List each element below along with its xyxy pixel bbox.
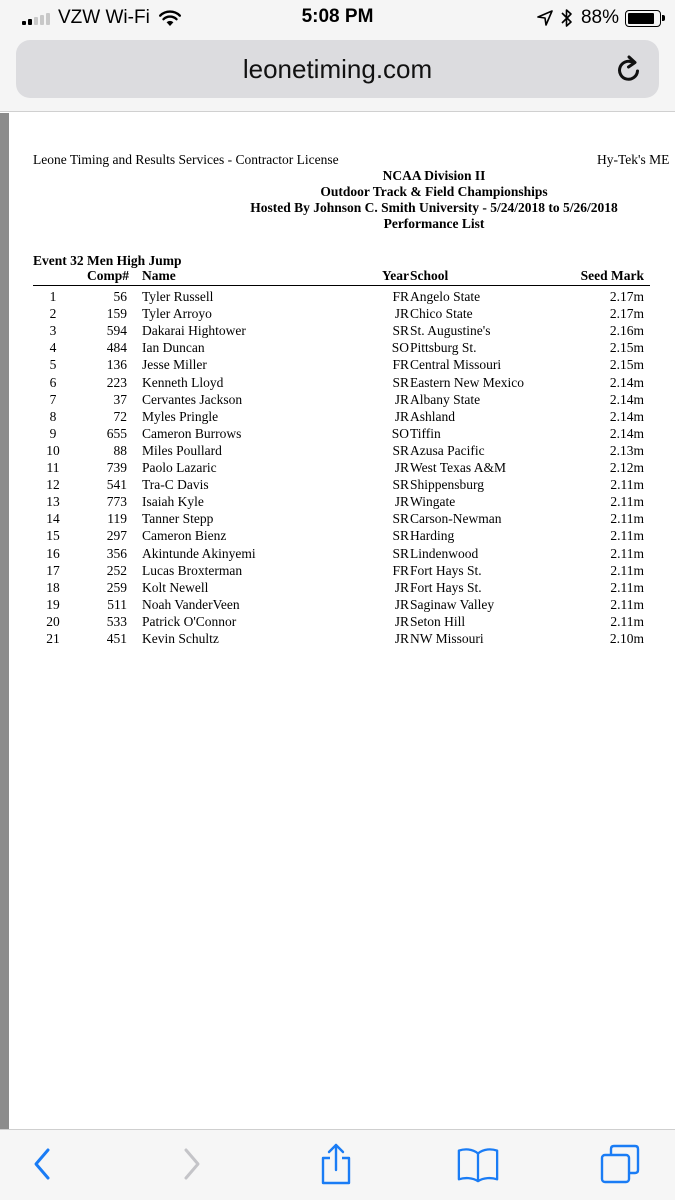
table-row [9, 322, 675, 339]
browser-toolbar [0, 1129, 675, 1200]
table-row [9, 579, 675, 596]
row-school: NW Missouri [410, 631, 484, 646]
forward-button[interactable] [170, 1142, 214, 1186]
row-comp-number: 739 [106, 460, 127, 475]
row-year: JR [394, 408, 409, 424]
row-athlete-name: Cervantes Jackson [142, 391, 243, 407]
row-school: Fort Hays St. [410, 579, 482, 595]
row-place: 8 [49, 408, 57, 424]
row-place: 13 [46, 494, 60, 510]
table-row [9, 596, 675, 613]
row-seed-mark: 2.11m [610, 596, 644, 612]
table-row [9, 562, 675, 579]
row-place: 21 [46, 631, 60, 646]
table-row [9, 510, 675, 527]
row-athlete-name: Tyler Russell [142, 289, 214, 304]
row-year: SO [391, 425, 409, 441]
location-arrow-icon [537, 10, 553, 26]
row-year: SO [391, 340, 409, 356]
row-school: Wingate [410, 494, 456, 510]
performance-list-title: Performance List [383, 216, 485, 231]
row-place: 15 [46, 528, 60, 544]
row-year: JR [394, 631, 409, 646]
row-athlete-name: Dakarai Hightower [142, 323, 246, 339]
row-place: 7 [49, 391, 57, 407]
bookmarks-icon[interactable] [456, 1145, 500, 1183]
row-seed-mark: 2.15m [609, 340, 644, 356]
column-header-seed-mark: Seed Mark [580, 268, 644, 283]
row-athlete-name: Akintunde Akinyemi [142, 545, 256, 561]
column-header-comp: Comp# [87, 268, 130, 283]
address-bar-area [0, 36, 675, 112]
row-year: SR [392, 323, 409, 339]
row-place: 4 [49, 340, 57, 356]
tabs-button[interactable] [598, 1142, 642, 1186]
table-row [9, 288, 675, 305]
meet-host-dates: Hosted By Johnson C. Smith University - 5/24/2018 to 5/26/2018 [250, 200, 618, 215]
row-year: SR [392, 477, 409, 493]
row-seed-mark: 2.11m [610, 613, 644, 629]
row-seed-mark: 2.17m [609, 289, 644, 304]
table-row [9, 527, 675, 544]
row-year: SR [392, 545, 409, 561]
row-place: 20 [46, 613, 60, 629]
page-left-edge [0, 113, 9, 1129]
row-seed-mark: 2.12m [609, 460, 644, 475]
tabs-icon[interactable] [599, 1143, 641, 1185]
row-comp-number: 136 [106, 357, 127, 373]
row-school: Central Missouri [410, 357, 502, 373]
row-place: 5 [49, 357, 57, 373]
row-athlete-name: Lucas Broxterman [142, 562, 243, 578]
row-school: Albany State [410, 391, 481, 407]
row-comp-number: 159 [106, 306, 127, 322]
row-comp-number: 533 [106, 613, 127, 629]
row-school: West Texas A&M [410, 460, 506, 475]
row-comp-number: 72 [113, 408, 127, 424]
share-button[interactable] [314, 1142, 358, 1186]
back-icon[interactable] [31, 1147, 53, 1181]
row-comp-number: 451 [106, 631, 127, 646]
row-place: 16 [46, 545, 60, 561]
row-school: Carson-Newman [410, 511, 502, 527]
row-comp-number: 297 [106, 528, 127, 544]
row-seed-mark: 2.11m [610, 511, 644, 527]
column-header-year: Year [382, 268, 409, 283]
row-place: 1 [49, 289, 57, 304]
forward-icon[interactable] [181, 1147, 203, 1181]
row-athlete-name: Paolo Lazaric [142, 460, 217, 475]
row-athlete-name: Kolt Newell [142, 579, 209, 595]
row-year: SR [392, 442, 409, 458]
row-year: JR [394, 613, 409, 629]
table-row [9, 408, 675, 425]
row-school: Chico State [410, 306, 473, 322]
share-icon[interactable] [318, 1142, 354, 1186]
row-school: Seton Hill [410, 613, 466, 629]
row-place: 3 [49, 323, 57, 339]
row-athlete-name: Tanner Stepp [142, 511, 214, 527]
row-athlete-name: Myles Pringle [142, 408, 219, 424]
row-year: SR [392, 528, 409, 544]
software-header: Hy-Tek's ME [597, 152, 670, 167]
row-seed-mark: 2.14m [609, 374, 644, 390]
row-year: JR [394, 460, 409, 475]
row-athlete-name: Tra-C Davis [142, 477, 209, 493]
row-seed-mark: 2.11m [610, 477, 644, 493]
row-comp-number: 773 [106, 494, 127, 510]
table-row [9, 493, 675, 510]
row-athlete-name: Kenneth Lloyd [142, 374, 224, 390]
row-school: Pittsburg St. [410, 340, 477, 356]
row-place: 18 [46, 579, 60, 595]
reload-icon[interactable] [615, 54, 643, 84]
table-row [9, 305, 675, 322]
contractor-license-header: Leone Timing and Results Services - Contractor License [33, 152, 339, 167]
row-year: JR [394, 579, 409, 595]
row-comp-number: 655 [106, 425, 127, 441]
row-seed-mark: 2.11m [610, 545, 644, 561]
row-school: St. Augustine's [410, 323, 491, 339]
row-comp-number: 252 [106, 562, 127, 578]
row-athlete-name: Tyler Arroyo [142, 306, 212, 322]
row-seed-mark: 2.15m [609, 357, 644, 373]
row-year: JR [394, 596, 409, 612]
row-comp-number: 259 [106, 579, 127, 595]
row-athlete-name: Jesse Miller [142, 357, 207, 373]
row-athlete-name: Miles Poullard [142, 442, 222, 458]
row-seed-mark: 2.11m [610, 562, 644, 578]
row-year: FR [392, 562, 409, 578]
battery-percent: 88% [580, 7, 619, 28]
row-comp-number: 119 [107, 511, 127, 527]
row-seed-mark: 2.11m [610, 579, 644, 595]
row-seed-mark: 2.11m [610, 494, 644, 510]
row-place: 17 [46, 562, 60, 578]
row-school: Fort Hays St. [410, 562, 482, 578]
row-school: Shippensburg [410, 477, 485, 493]
table-row [9, 613, 675, 630]
row-place: 9 [49, 425, 57, 441]
table-row [9, 630, 675, 647]
row-athlete-name: Isaiah Kyle [142, 494, 204, 510]
row-seed-mark: 2.14m [609, 391, 644, 407]
carrier-label: VZW Wi-Fi [58, 7, 150, 28]
row-comp-number: 56 [113, 289, 127, 304]
row-year: SR [392, 511, 409, 527]
row-seed-mark: 2.11m [610, 528, 644, 544]
table-row [9, 442, 675, 459]
row-year: JR [394, 391, 409, 407]
row-seed-mark: 2.14m [609, 408, 644, 424]
battery-icon [625, 10, 661, 27]
row-year: JR [394, 494, 409, 510]
table-row [9, 476, 675, 493]
address-bar[interactable] [16, 40, 659, 98]
status-right [537, 6, 661, 30]
row-place: 6 [49, 374, 57, 390]
row-school: Tiffin [410, 425, 441, 441]
table-row [9, 425, 675, 442]
row-place: 10 [46, 442, 60, 458]
row-place: 2 [49, 306, 57, 322]
row-seed-mark: 2.10m [609, 631, 644, 646]
row-athlete-name: Patrick O'Connor [142, 613, 237, 629]
row-athlete-name: Noah VanderVeen [142, 596, 240, 612]
row-comp-number: 223 [106, 374, 127, 390]
event-title: Event 32 Men High Jump [33, 253, 182, 268]
status-bar [0, 0, 675, 36]
table-row [9, 545, 675, 562]
status-time: 5:08 PM [301, 6, 374, 27]
header-rule [33, 285, 650, 286]
row-school: Angelo State [410, 289, 481, 304]
row-seed-mark: 2.14m [609, 425, 644, 441]
row-comp-number: 484 [106, 340, 127, 356]
row-seed-mark: 2.16m [609, 323, 644, 339]
table-row [9, 339, 675, 356]
results-document [9, 113, 675, 1129]
table-row [9, 374, 675, 391]
row-comp-number: 511 [107, 596, 127, 612]
column-header-name: Name [142, 268, 176, 283]
row-comp-number: 37 [113, 391, 127, 407]
url-text[interactable]: leonetiming.com [242, 54, 433, 84]
row-place: 14 [46, 511, 60, 527]
meet-name-title: Outdoor Track & Field Championships [320, 184, 548, 199]
row-year: FR [392, 357, 409, 373]
row-comp-number: 88 [113, 442, 127, 458]
row-athlete-name: Kevin Schultz [142, 631, 219, 646]
row-place: 19 [46, 596, 60, 612]
row-school: Eastern New Mexico [410, 374, 524, 390]
meet-division-title: NCAA Division II [382, 168, 486, 183]
back-button[interactable] [20, 1142, 64, 1186]
row-athlete-name: Ian Duncan [142, 340, 205, 356]
table-row [9, 459, 675, 476]
row-athlete-name: Cameron Bienz [142, 528, 227, 544]
row-athlete-name: Cameron Burrows [142, 425, 242, 441]
row-comp-number: 541 [106, 477, 127, 493]
row-comp-number: 594 [106, 323, 127, 339]
row-school: Azusa Pacific [410, 442, 485, 458]
table-row [9, 356, 675, 373]
row-seed-mark: 2.17m [609, 306, 644, 322]
bluetooth-icon [561, 8, 573, 28]
row-comp-number: 356 [106, 545, 127, 561]
row-seed-mark: 2.13m [609, 442, 644, 458]
row-year: JR [394, 306, 409, 322]
row-place: 11 [46, 460, 60, 475]
row-school: Harding [410, 528, 455, 544]
row-school: Saginaw Valley [410, 596, 495, 612]
row-school: Ashland [410, 408, 455, 424]
column-header-school: School [410, 268, 449, 283]
row-year: SR [392, 374, 409, 390]
row-year: FR [392, 289, 409, 304]
bookmarks-button[interactable] [456, 1142, 500, 1186]
row-school: Lindenwood [410, 545, 479, 561]
table-row [9, 391, 675, 408]
row-place: 12 [46, 477, 60, 493]
